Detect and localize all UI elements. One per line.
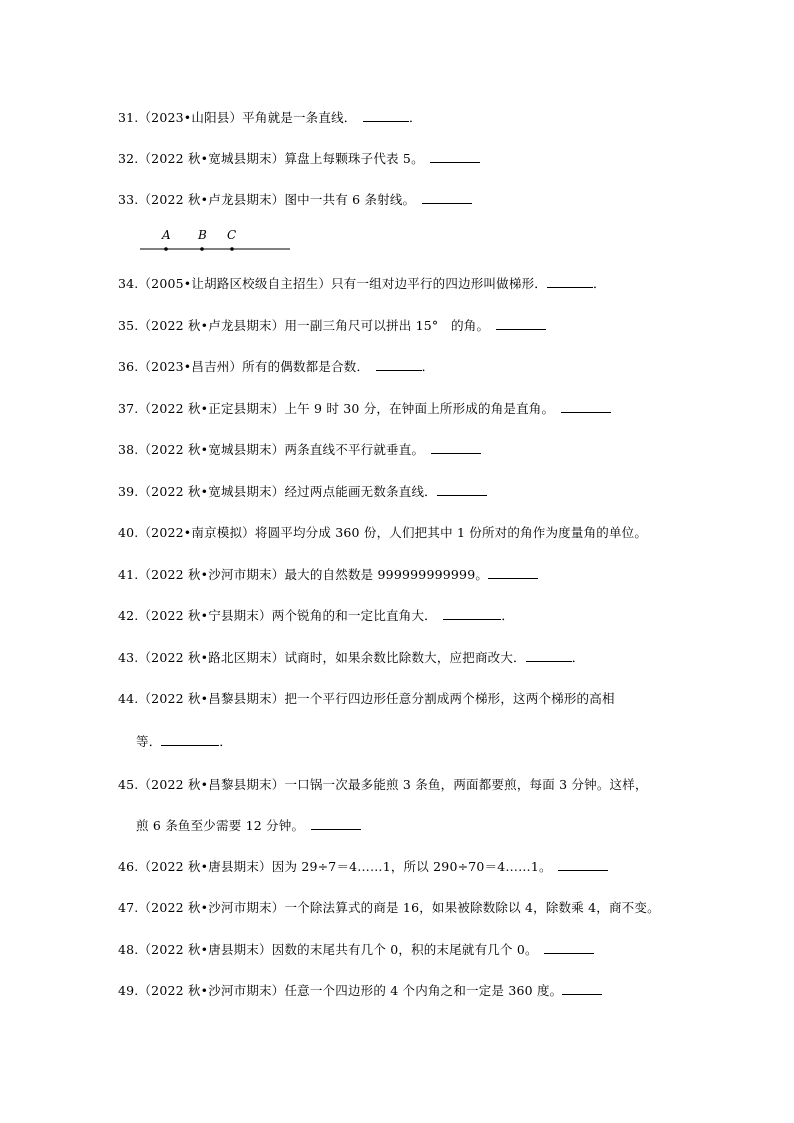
question-34: 34.（2005•让胡路区校级自主招生）只有一组对边平行的四边形叫做梯形． ． [118,276,606,291]
answer-blank[interactable] [422,192,472,204]
answer-blank[interactable] [430,151,480,163]
question-43: 43.（2022 秋•路北区期末）试商时，如果余数比除数大，应把商改大． ． [118,650,585,665]
question-44: 44.（2022 秋•昌黎县期末）把一个平行四边形任意分割成两个梯形，这两个梯形的高相 [118,691,615,706]
question-35: 35.（2022 秋•卢龙县期末）用一副三角尺可以拼出 15° 的角。 [118,318,546,334]
point-a-dot [164,247,168,251]
answer-blank[interactable] [437,484,487,496]
question-32: 32.（2022 秋•宽城县期末）算盘上每颗珠子代表 5。 [118,151,480,167]
question-48: 48.（2022 秋•唐县期末）因数的末尾共有几个 0，积的末尾就有几个 0。 [118,942,594,958]
answer-blank[interactable] [311,818,361,830]
answer-blank[interactable] [431,442,481,454]
point-c-dot [230,247,234,251]
question-37: 37.（2022 秋•正定县期末）上午 9 时 30 分，在钟面上所形成的角是直角。 [118,401,611,417]
question-33: 33.（2022 秋•卢龙县期末）图中一共有 6 条射线。 [118,192,472,208]
point-b-dot [200,247,204,251]
point-a-label: A [162,228,171,242]
answer-blank[interactable] [544,942,594,954]
question-45-continued: 煎 6 条鱼至少需要 12 分钟。 [136,818,361,834]
point-c-label: C [227,228,237,242]
question-42: 42.（2022 秋•宁县期末）两个锐角的和一定比直角大． ． [118,608,515,623]
answer-blank[interactable] [558,859,608,871]
question-44-continued: 等． ． [136,734,233,749]
question-39: 39.（2022 秋•宽城县期末）经过两点能画无数条直线． [118,484,487,500]
question-47: 47.（2022 秋•沙河市期末）一个除法算式的商是 16，如果被除数除以 4，除数乘 4，商不变。 [118,900,660,915]
answer-blank[interactable] [561,401,611,413]
question-49: 49.（2022 秋•沙河市期末）任意一个四边形的 4 个内角之和一定是 360 度。 [118,983,602,999]
answer-blank[interactable] [488,567,538,579]
ray-figure [140,228,300,254]
answer-blank[interactable] [496,318,546,330]
question-46: 46.（2022 秋•唐县期末）因为 29÷7＝4……1，所以 290÷70＝4……1。 [118,859,608,875]
answer-blank[interactable] [376,359,422,371]
answer-blank[interactable] [562,983,602,995]
question-41: 41.（2022 秋•沙河市期末）最大的自然数是 999999999999。 [118,567,538,583]
answer-blank[interactable] [363,110,409,122]
question-36: 36.（2023•昌吉州）所有的偶数都是合数． ． [118,359,435,374]
question-45: 45.（2022 秋•昌黎县期末）一口锅一次最多能煎 3 条鱼，两面都要煎，每面 3 分钟。这样， [118,777,648,792]
point-b-label: B [198,228,207,242]
question-40: 40.（2022•南京模拟）将圆平均分成 360 份，人们把其中 1 份所对的角作为度量角的单位。 [118,525,648,540]
answer-blank[interactable] [547,276,593,288]
answer-blank[interactable] [526,650,572,662]
question-31: 31.（2023•山阳县）平角就是一条直线． ． [118,110,422,125]
answer-blank[interactable] [443,608,501,620]
question-38: 38.（2022 秋•宽城县期末）两条直线不平行就垂直。 [118,442,481,458]
answer-blank[interactable] [161,734,219,746]
